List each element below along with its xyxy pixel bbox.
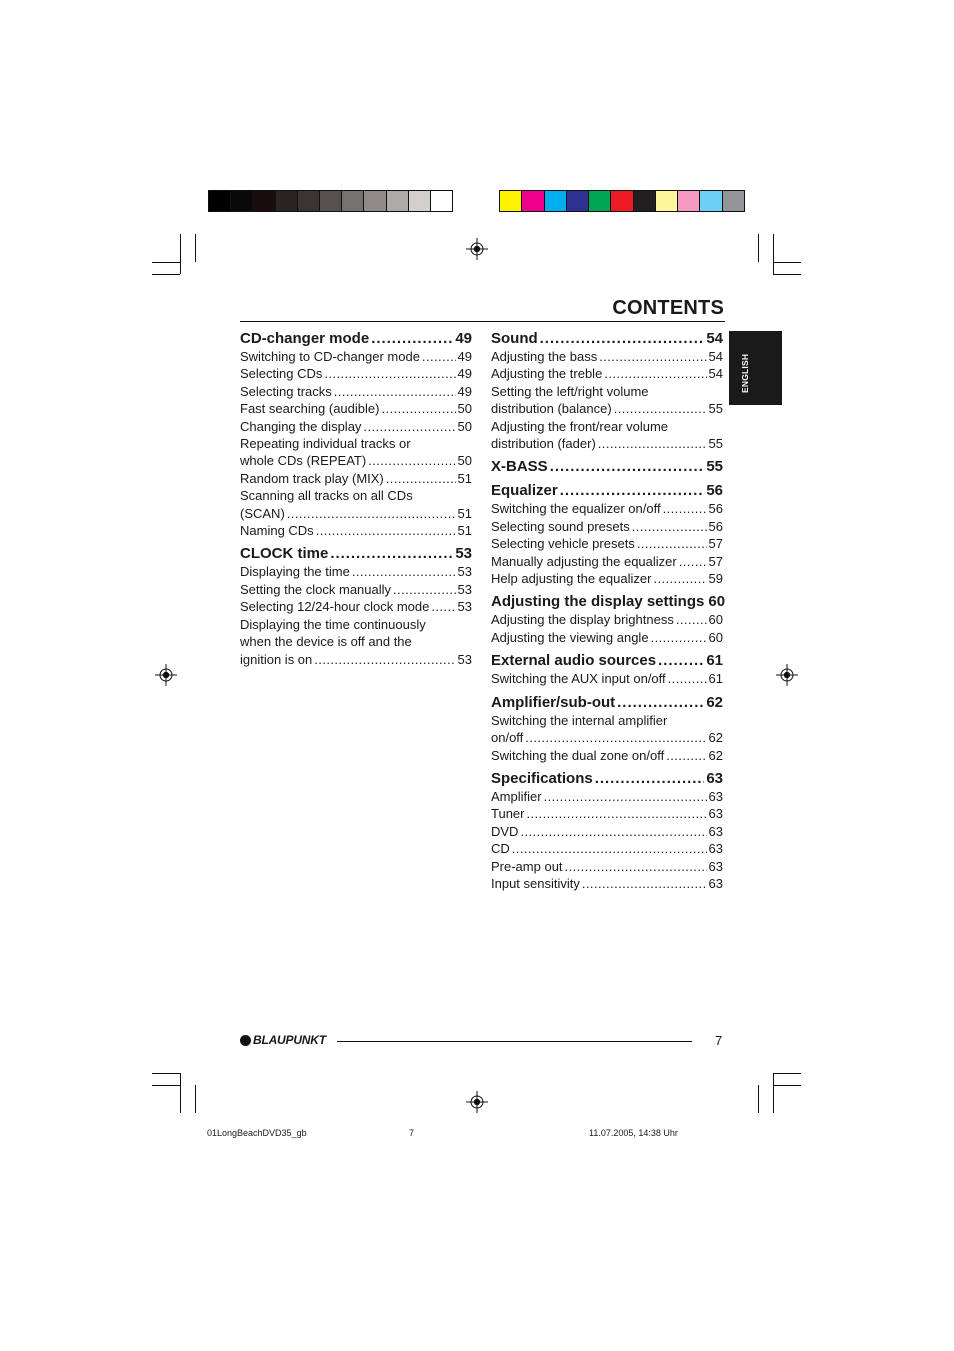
color-swatch — [320, 191, 342, 211]
grayscale-color-bar — [208, 190, 453, 212]
toc-heading-text: Specifications — [491, 769, 593, 787]
logo-dot-icon — [240, 1035, 251, 1046]
crop-mark — [180, 1073, 181, 1113]
dot-leader — [582, 875, 707, 892]
color-swatch — [387, 191, 409, 211]
dot-leader — [560, 481, 705, 500]
color-swatch — [567, 191, 589, 211]
toc-section-heading[interactable] — [491, 592, 726, 611]
toc-entry[interactable] — [240, 651, 472, 668]
crop-mark — [773, 262, 801, 263]
color-swatch — [678, 191, 700, 211]
dot-leader — [632, 518, 707, 535]
toc-entry-page: 56 — [708, 518, 723, 534]
toc-entry-page: 59 — [708, 571, 723, 587]
toc-entry-page: 56 — [708, 501, 723, 517]
toc-entry-line: Displaying the time continuously — [240, 616, 426, 632]
dot-leader — [520, 823, 706, 840]
color-swatch — [276, 191, 298, 211]
toc-heading-page: 63 — [706, 769, 723, 787]
dot-leader — [653, 570, 706, 587]
toc-entry-text: Setting the clock manually — [240, 581, 392, 597]
crop-mark — [180, 234, 181, 274]
toc-entry-text: Switching the dual zone on/off — [491, 747, 665, 763]
toc-entry-page: 53 — [457, 599, 472, 615]
toc-entry[interactable] — [491, 729, 723, 746]
crop-mark — [152, 274, 180, 275]
toc-section — [491, 329, 723, 452]
color-swatch — [500, 191, 522, 211]
toc-section-heading[interactable] — [240, 329, 472, 348]
toc-heading-page: 54 — [706, 330, 723, 347]
toc-entry[interactable] — [240, 383, 472, 400]
toc-entry[interactable] — [491, 629, 723, 646]
toc-entry-text: Help adjusting the equalizer — [491, 571, 652, 587]
toc-entry-text: Adjusting the bass — [491, 349, 598, 364]
color-swatch — [298, 191, 320, 211]
toc-entry-page: 55 — [708, 436, 723, 452]
crop-mark — [773, 1073, 801, 1074]
toc-entry[interactable] — [491, 570, 723, 587]
slug-filename: 01LongBeachDVD35_gb — [207, 1128, 307, 1138]
dot-leader — [637, 535, 707, 552]
dot-leader — [598, 435, 707, 452]
dot-leader — [330, 544, 453, 563]
toc-heading-page: 56 — [706, 482, 723, 500]
slug-timestamp: 11.07.2005, 14:38 Uhr — [589, 1128, 678, 1138]
color-swatch — [634, 191, 656, 211]
toc-entry-page: 50 — [457, 453, 472, 469]
color-swatch — [342, 191, 364, 211]
dot-leader — [651, 629, 707, 646]
toc-entry-text: DVD — [491, 823, 519, 839]
dot-leader — [287, 505, 456, 522]
toc-entry-page: 60 — [708, 629, 723, 645]
color-swatch — [723, 191, 744, 211]
brand-logo — [240, 1033, 326, 1047]
dot-leader — [324, 365, 455, 382]
toc-entry-page: 54 — [708, 366, 723, 382]
crop-mark — [195, 234, 196, 262]
dot-leader — [386, 470, 456, 487]
toc-entry-text: Changing the display — [240, 418, 362, 434]
toc-section — [491, 693, 723, 764]
footer-rule — [337, 1041, 692, 1042]
toc-entry-page: 53 — [457, 651, 472, 667]
toc-entry-text: Selecting sound presets — [491, 518, 630, 534]
toc-section-heading[interactable] — [491, 457, 723, 476]
toc-entry-text: Switching the AUX input on/off — [491, 671, 666, 687]
dot-leader — [595, 769, 705, 788]
toc-entry-text: Adjusting the treble — [491, 366, 603, 382]
toc-entry[interactable] — [240, 581, 472, 598]
toc-entry[interactable] — [240, 348, 472, 365]
toc-heading-page: 60 — [708, 593, 726, 611]
toc-entry[interactable] — [491, 788, 723, 805]
dot-leader — [512, 840, 707, 857]
toc-entry-text: Naming CDs — [240, 523, 314, 539]
toc-entry-text: Selecting vehicle presets — [491, 536, 635, 552]
toc-heading-text: Equalizer — [491, 482, 558, 500]
toc-section — [491, 769, 723, 892]
toc-section-heading[interactable] — [491, 693, 723, 712]
color-swatch — [364, 191, 386, 211]
toc-entry-text: Adjusting the display brightness — [491, 612, 674, 628]
toc-entry-text: distribution (fader) — [491, 436, 596, 452]
toc-entry-page: 63 — [708, 823, 723, 839]
color-swatch — [589, 191, 611, 211]
toc-entry[interactable] — [491, 348, 723, 365]
registration-mark-icon — [155, 664, 177, 686]
toc-entry-page: 63 — [708, 841, 723, 857]
dot-leader — [565, 858, 707, 875]
toc-entry-page: 63 — [708, 806, 723, 822]
toc-entry-text: Adjusting the viewing angle — [491, 629, 649, 645]
toc-entry-text: Manually adjusting the equalizer — [491, 553, 677, 569]
title-rule — [240, 321, 725, 322]
toc-entry[interactable] — [240, 418, 472, 435]
registration-mark-icon — [466, 1091, 488, 1113]
toc-entry-text: whole CDs (REPEAT) — [240, 453, 367, 469]
toc-heading-text: External audio sources — [491, 652, 657, 670]
toc-entry-page: 63 — [708, 788, 723, 804]
dot-leader — [658, 651, 704, 670]
toc-section — [240, 329, 472, 539]
toc-entry-text: Switching to CD-changer mode — [240, 349, 420, 364]
toc-entry-line: Switching the internal amplifier — [491, 712, 668, 728]
toc-heading-text: CLOCK time — [240, 545, 329, 563]
brand-name: BLAUPUNKT — [253, 1033, 326, 1047]
toc-entry-text: Switching the equalizer on/off — [491, 501, 661, 517]
dot-leader — [431, 598, 455, 615]
crop-mark — [773, 274, 801, 275]
dot-leader — [599, 348, 706, 365]
toc-entry[interactable] — [240, 522, 472, 539]
toc-entry-line: Setting the left/right volume — [491, 383, 649, 399]
toc-heading-page: 53 — [455, 545, 472, 563]
dot-leader — [525, 729, 706, 746]
toc-entry[interactable] — [240, 598, 472, 615]
dot-leader — [679, 553, 707, 570]
toc-entry-line: when the device is off and the — [240, 634, 412, 650]
toc-entry[interactable] — [491, 535, 723, 552]
toc-section — [240, 544, 472, 667]
toc-entry-page: 53 — [457, 564, 472, 580]
color-swatch — [611, 191, 633, 211]
toc-entry[interactable] — [491, 365, 723, 382]
toc-entry-text: Tuner — [491, 806, 525, 822]
dot-leader — [614, 400, 707, 417]
dot-leader — [334, 383, 456, 400]
registration-mark-icon — [466, 238, 488, 260]
crop-mark — [758, 234, 759, 262]
toc-entry-page: 60 — [708, 612, 723, 628]
toc-entry-text: Input sensitivity — [491, 875, 580, 891]
toc-entry-page: 53 — [457, 581, 472, 597]
toc-entry[interactable] — [240, 505, 472, 522]
dot-leader — [668, 670, 707, 687]
toc-entry[interactable] — [240, 400, 472, 417]
toc-entry[interactable] — [491, 553, 723, 570]
dot-leader — [363, 418, 455, 435]
toc-entry-page: 50 — [457, 401, 472, 417]
color-swatch — [545, 191, 567, 211]
toc-entry-text: Displaying the time — [240, 564, 350, 580]
process-color-bar — [499, 190, 745, 212]
toc-entry[interactable] — [491, 435, 723, 452]
toc-entry[interactable] — [491, 858, 723, 875]
toc-entry-page: 62 — [708, 747, 723, 763]
crop-mark — [152, 1085, 180, 1086]
toc-section — [491, 457, 723, 476]
toc-entry[interactable] — [240, 452, 472, 469]
toc-entry-page: 54 — [708, 349, 723, 364]
toc-entry[interactable] — [491, 747, 723, 764]
toc-entry[interactable] — [491, 500, 723, 517]
toc-left-column — [240, 329, 472, 673]
crop-mark — [758, 1085, 759, 1113]
toc-entry-page: 61 — [708, 671, 723, 687]
toc-heading-page: 55 — [706, 458, 723, 476]
dot-leader — [663, 500, 707, 517]
toc-entry-text: Selecting CDs — [240, 366, 323, 382]
dot-leader — [352, 563, 456, 580]
crop-mark — [152, 1073, 180, 1074]
dot-leader — [316, 522, 456, 539]
toc-section-heading[interactable] — [240, 544, 472, 563]
toc-entry[interactable] — [491, 611, 723, 628]
color-swatch — [522, 191, 544, 211]
slug-page: 7 — [409, 1128, 415, 1138]
color-swatch — [700, 191, 722, 211]
dot-leader — [666, 747, 706, 764]
toc-entry-page: 51 — [457, 470, 472, 486]
toc-entry[interactable] — [240, 470, 472, 487]
toc-entry-page: 51 — [457, 505, 472, 521]
dot-leader — [617, 693, 704, 712]
toc-entry[interactable] — [240, 365, 472, 382]
page-title: CONTENTS — [612, 297, 724, 319]
toc-entry[interactable] — [491, 840, 723, 857]
toc-section — [491, 592, 726, 646]
toc-section — [491, 651, 723, 687]
dot-leader — [604, 365, 706, 382]
color-swatch — [231, 191, 253, 211]
toc-heading-text: Adjusting the display settings — [491, 593, 705, 611]
color-swatch — [409, 191, 431, 211]
toc-entry[interactable] — [491, 875, 723, 892]
toc-entry-text: Pre-amp out — [491, 858, 563, 874]
toc-entry-text: Amplifier — [491, 788, 542, 804]
color-swatch — [431, 191, 452, 211]
crop-mark — [195, 1085, 196, 1113]
toc-heading-text: Amplifier/sub-out — [491, 693, 616, 711]
toc-entry-page: 55 — [708, 401, 723, 417]
toc-entry-text: Selecting 12/24-hour clock mode — [240, 599, 430, 615]
toc-heading-page: 62 — [706, 693, 723, 711]
dot-leader — [676, 611, 707, 628]
color-swatch — [656, 191, 678, 211]
toc-right-column — [491, 329, 726, 897]
toc-section-heading[interactable] — [491, 769, 723, 788]
color-swatch — [253, 191, 275, 211]
toc-section-heading[interactable] — [491, 651, 723, 670]
toc-heading-text: CD-changer mode — [240, 330, 370, 347]
crop-mark — [773, 1085, 801, 1086]
toc-entry-page: 57 — [708, 536, 723, 552]
dot-leader — [381, 400, 455, 417]
toc-entry-text: Random track play (MIX) — [240, 470, 384, 486]
toc-entry[interactable] — [491, 400, 723, 417]
toc-heading-page: 49 — [455, 330, 472, 347]
crop-mark — [152, 262, 180, 263]
toc-entry-line: Adjusting the front/rear volume — [491, 418, 669, 434]
toc-entry-text: Selecting tracks — [240, 383, 332, 399]
toc-entry-line: Repeating individual tracks or — [240, 436, 411, 452]
dot-leader — [314, 651, 455, 668]
language-tab — [729, 331, 782, 405]
toc-section-heading[interactable] — [491, 481, 723, 500]
toc-entry-page: 50 — [457, 418, 472, 434]
toc-entry-text: ignition is on — [240, 651, 313, 667]
crop-mark — [773, 1073, 774, 1113]
toc-section — [491, 481, 723, 587]
page-number: 7 — [715, 1033, 723, 1048]
toc-heading-text: X-BASS — [491, 458, 548, 476]
color-swatch — [209, 191, 231, 211]
toc-heading-page: 61 — [706, 652, 723, 670]
dot-leader — [540, 329, 705, 348]
dot-leader — [550, 457, 705, 476]
toc-entry-text: Fast searching (audible) — [240, 401, 380, 417]
toc-entry[interactable] — [491, 518, 723, 535]
toc-entry[interactable] — [491, 805, 723, 822]
toc-entry-page: 63 — [708, 875, 723, 891]
dot-leader — [544, 788, 707, 805]
toc-entry-text: distribution (balance) — [491, 401, 612, 417]
toc-entry-text: on/off — [491, 730, 524, 746]
crop-mark — [773, 234, 774, 274]
toc-entry-text: (SCAN) — [240, 505, 285, 521]
dot-leader — [526, 805, 706, 822]
toc-entry-page: 63 — [708, 858, 723, 874]
toc-entry-page: 49 — [457, 383, 472, 399]
dot-leader — [371, 329, 453, 348]
dot-leader — [422, 348, 456, 365]
toc-section-heading[interactable] — [491, 329, 723, 348]
toc-entry-page: 51 — [457, 523, 472, 539]
toc-entry-line: Scanning all tracks on all CDs — [240, 488, 413, 504]
toc-entry[interactable] — [240, 563, 472, 580]
dot-leader — [393, 581, 456, 598]
toc-entry-page: 49 — [457, 366, 472, 382]
toc-entry-text: CD — [491, 841, 510, 857]
toc-heading-text: Sound — [491, 330, 538, 347]
toc-entry[interactable] — [491, 823, 723, 840]
registration-mark-icon — [776, 664, 798, 686]
toc-entry-page: 62 — [708, 730, 723, 746]
toc-entry-page: 49 — [457, 349, 472, 364]
toc-entry[interactable] — [491, 670, 723, 687]
toc-entry-page: 57 — [708, 553, 723, 569]
language-tab-label: ENGLISH — [740, 353, 750, 393]
dot-leader — [368, 452, 455, 469]
